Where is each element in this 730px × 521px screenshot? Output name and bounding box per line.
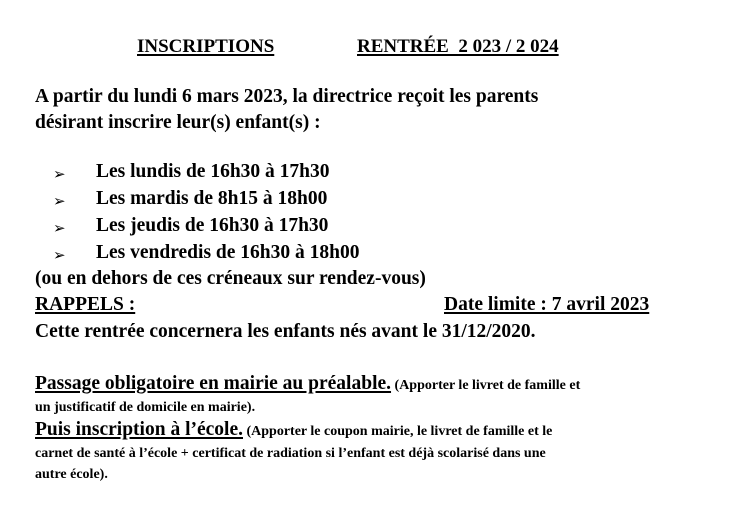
step-1-detail-cont: un justificatif de domicile en mairie).: [35, 400, 256, 415]
heading-rentree: RENTRÉE 2 023 / 2 024: [357, 36, 559, 57]
intro-line-1: A partir du lundi 6 mars 2023, la directrice reçoit les parents: [35, 86, 539, 107]
arrow-bullet-icon: ➢: [53, 192, 66, 210]
schedule-item-text: Les jeudis de 16h30 à 17h30: [96, 215, 329, 236]
step-1-title: Passage obligatoire en mairie au préalable.: [35, 373, 392, 394]
step-1-detail: (Apporter le livret de famille et: [391, 378, 581, 393]
rappels-label: RAPPELS :: [35, 294, 136, 315]
intro-line-2: désirant inscrire leur(s) enfant(s) :: [35, 112, 321, 133]
schedule-item-text: Les lundis de 16h30 à 17h30: [96, 161, 330, 182]
step-2-detail-end: autre école).: [35, 467, 108, 482]
step-1: [35, 373, 580, 395]
deadline-text: Date limite : 7 avril 2023: [444, 294, 650, 315]
step-2-title: Puis inscription à l’école.: [35, 419, 243, 440]
schedule-item-text: Les mardis de 8h15 à 18h00: [96, 188, 328, 209]
arrow-bullet-icon: ➢: [53, 219, 66, 237]
schedule-item-text: Les vendredis de 16h30 à 18h00: [96, 242, 360, 263]
rappels-info: Cette rentrée concernera les enfants nés avant le 31/12/2020.: [35, 321, 536, 342]
arrow-bullet-icon: ➢: [53, 246, 66, 264]
schedule-note: (ou en dehors de ces créneaux sur rendez-vous): [35, 268, 426, 289]
heading-inscriptions: INSCRIPTIONS: [137, 36, 275, 57]
step-2-detail-cont: carnet de santé à l’école + certificat de radiation si l’enfant est déjà scolarisé dans une: [35, 446, 546, 461]
step-2-detail: (Apporter le coupon mairie, le livret de famille et le: [243, 424, 553, 439]
step-2: [35, 419, 552, 441]
arrow-bullet-icon: ➢: [53, 165, 66, 183]
